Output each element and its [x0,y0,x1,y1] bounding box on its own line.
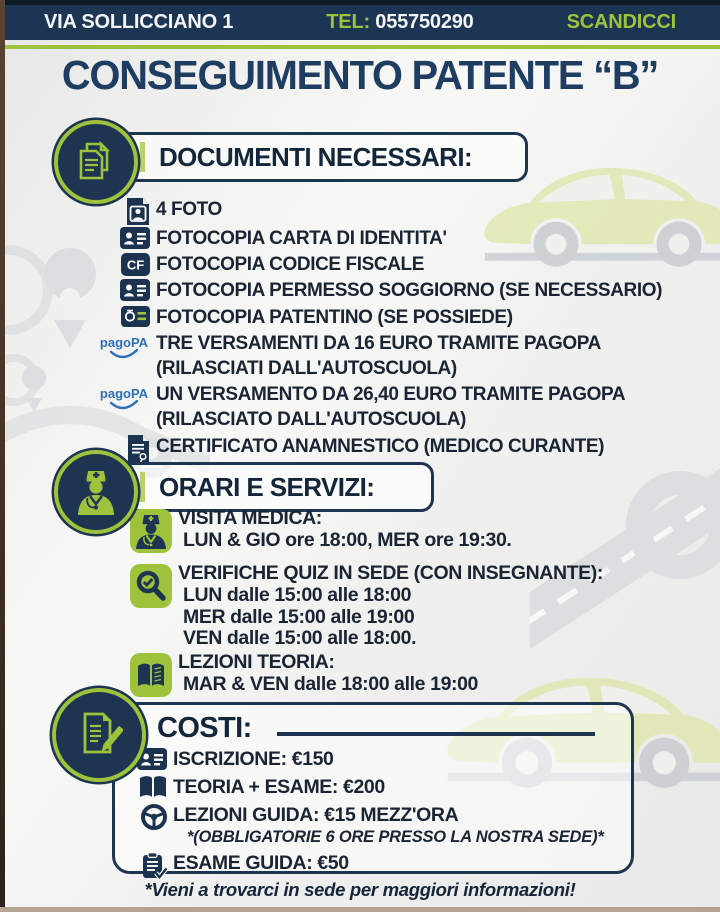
heading-divider-line [277,732,595,736]
list-item [129,775,621,799]
item-text: VEN dalle 15:00 alle 18:00. [183,627,417,650]
item-text: 4 FOTO [156,199,222,220]
item-text: ESAME GUIDA: €50 [173,852,349,874]
photo-edge-left [0,0,5,912]
item-text: (RILASCIATI DALL'AUTOSCUOLA) [156,358,457,380]
open-book-icon [129,776,173,799]
list-item [124,652,704,697]
cf-card-icon [98,253,156,276]
phone-text [326,11,473,34]
documents-list [98,197,698,463]
hours-section-badge [54,450,138,534]
document-pencil-icon [75,710,123,760]
photo-edge-bottom [0,907,720,912]
list-item [129,803,621,847]
page-title: CONSEGUIMENTO PATENTE “B” [61,52,659,98]
item-text: VERIFICHE QUIZ IN SEDE (CON INSEGNANTE): [178,562,603,584]
heading-accent-bar [140,472,145,502]
tel-label: TEL: [326,11,370,33]
item-text: ISCRIZIONE: €150 [173,748,334,770]
id-card-icon [98,227,156,249]
item-text: FOTOCOPIA CARTA DI IDENTITA' [156,228,447,249]
item-text: (RILASCIATO DALL'AUTOSCUOLA) [156,409,466,431]
list-item [98,434,698,462]
item-note: *(OBBLIGATORIE 6 ORE PRESSO LA NOSTRA SEDE)* [187,828,604,846]
id-card-icon [98,279,156,301]
item-text: LEZIONI TEORIA: [178,651,335,674]
svg-text:CF: CF [126,257,145,273]
address-text: VIA SOLLICCIANO 1 [44,11,234,33]
documents-copy-icon [74,139,118,185]
item-text: FOTOCOPIA CODICE FISCALE [156,254,425,276]
pagopa-logo [98,332,156,368]
hours-heading: ORARI E SERVIZI: [159,471,375,502]
svg-text:pagoPA: pagoPA [99,386,149,402]
city-text: SCANDICCI [566,11,676,33]
list-item [98,226,698,251]
list-item [98,197,698,225]
footer-note: *Vieni a trovarci in sede per maggiori informazioni! [144,879,576,900]
list-item [124,508,704,553]
list-item [129,851,621,879]
item-text: MER dalle 15:00 alle 19:00 [183,605,415,628]
costs-heading: COSTI: [157,712,252,744]
accent-line [0,45,720,49]
steering-wheel-icon [129,804,173,830]
top-bar [0,0,720,40]
item-text: FOTOCOPIA PATENTINO (SE POSSIEDE) [156,306,513,328]
hours-list [124,508,704,697]
list-item [98,331,698,381]
documents-heading-box [116,132,528,182]
doctor-icon [73,468,119,516]
item-text: LUN dalle 15:00 alle 18:00 [183,583,412,606]
list-item [98,305,698,330]
list-item [98,252,698,277]
list-item [129,747,621,771]
item-text: VISITA MEDICA: [178,507,322,529]
documents-heading: DOCUMENTI NECESSARI: [159,141,473,172]
quiz-magnifier-icon [124,564,178,608]
item-text: FOTOCOPIA PERMESSO SOGGIORNO (SE NECESSARIO) [156,280,663,302]
open-book-icon [124,653,178,697]
hours-heading-box [116,462,434,512]
costs-box [112,702,634,874]
item-text: LUN & GIO ore 18:00, MER ore 19:30. [183,528,512,551]
heading-accent-bar [140,142,145,172]
list-item [98,382,698,432]
doctor-icon [124,509,178,553]
item-text: MAR & VEN dalle 18:00 alle 19:00 [183,672,479,695]
pagopa-logo [98,383,156,419]
costs-list [129,747,621,883]
tel-number: 055750290 [375,11,474,33]
license-card-icon [98,306,156,327]
list-item [124,563,704,650]
costs-section-badge [52,688,146,782]
item-text: TEORIA + ESAME: €200 [173,776,385,798]
list-item [98,278,698,303]
item-text: CERTIFICATO ANAMNESTICO (MEDICO CURANTE) [156,435,605,457]
item-text: LEZIONI GUIDA: €15 MEZZ'ORA [173,804,459,826]
svg-text:pagoPA: pagoPA [99,335,149,351]
documents-section-badge [54,120,138,204]
clipboard-check-icon [129,852,173,879]
item-text: UN VERSAMENTO DA 26,40 EURO TRAMITE PAGOPA [156,384,626,406]
item-text: TRE VERSAMENTI DA 16 EURO TRAMITE PAGOPA [156,332,601,354]
